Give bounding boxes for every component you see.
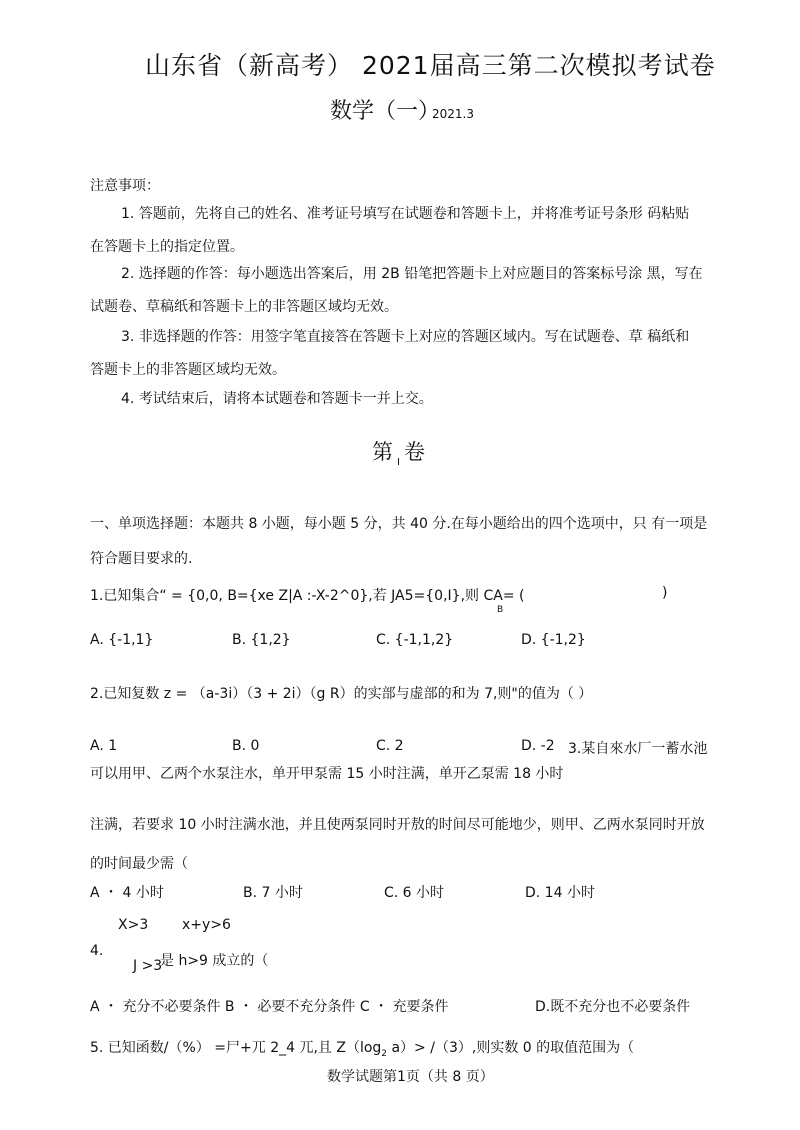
q3-line: 可以用甲、乙两个水泵注水，单开甲泵需 15 小时注满，单开乙泵需 18 小时 (90, 766, 564, 782)
q3-option-c: C. 6 小时 (384, 885, 445, 901)
q4-options-abc: A ・ 充分不必要条件 B ・ 必要不充分条件 C ・ 充要条件 (90, 999, 449, 1015)
q1-close-paren: ) (662, 585, 668, 601)
q3-stem: 3.某自來水厂一蓄水池 (568, 741, 708, 757)
notice-line: 试题卷、草稿纸和答题卡上的非答题区域均无效。 (90, 299, 398, 315)
q2-option-c: C. 2 (376, 738, 404, 754)
notice-line: 3. 非选择题的作答：用签字笔直接答在答题卡上对应的答题区域内。写在试题卷、草 稿纸和 (121, 329, 690, 345)
notice-line: 答题卡上的非答题区域均无效。 (90, 362, 286, 378)
q3-line: 注满，若要求 10 小时注满水池，并且使两泵同时开敖的时间尽可能地少，则甲、乙两水泵同时开放 (90, 817, 705, 833)
subject-title: 数学（一） (330, 99, 441, 124)
q5-stem: 5. 已知函数/（%） =尸+兀 2_4 兀,且 $Z(\log_2$ a）> /（3）,则实数 0 的取值范围为（ (90, 1040, 635, 1059)
q1-option-b: B. {1,2} (232, 632, 291, 648)
notice-line: 2. 选择题的作答：每小题选出答案后，用 2B 铅笔把答题卡上对应题目的答案标号涂 黑，写在 (121, 266, 703, 282)
q4-option-d: D.既不充分也不必要条件 (535, 999, 691, 1015)
q2-option-d: D. -2 (521, 738, 555, 754)
q3-option-b: B. 7 小时 (243, 885, 303, 901)
q4-condition: J >3 (133, 958, 163, 974)
notice-heading: 注意事项： (90, 178, 160, 194)
notice-line: 1. 答题前，先将自己的姓名、准考证号填写在试题卷和答题卡上，并将准考证号条形 码粘贴 (121, 206, 690, 222)
part-intro-line: 一、单项选择题：本题共 8 小题，每小题 5 分，共 40 分.在每小题给出的四个选项中，只 有一项是 (90, 516, 708, 532)
q2-stem: 2.已知复数 z = （a-3i）（3 + 2i）（g R）的实部与虚部的和为 7,则"的值为（ ） (90, 686, 593, 702)
q1-option-c: C. {-1,1,2} (376, 632, 454, 648)
q4-condition: x+y>6 (182, 917, 231, 933)
q2-option-a: A. 1 (90, 738, 118, 754)
exam-title: 山东省（新高考） 2021届高三第二次模拟考试卷 (145, 51, 716, 80)
q3-option-a: A ・ 4 小时 (90, 885, 164, 901)
notice-line: 4. 考试结束后，请将本试题卷和答题卡一并上交。 (121, 391, 433, 407)
q4-condition: X>3 (118, 917, 149, 933)
exam-date: 2021.3 (432, 107, 474, 121)
page-footer: 数学试题第1页（共 8 页） (327, 1069, 494, 1085)
q2-option-b: B. 0 (232, 738, 260, 754)
part-intro-line: 符合题目要求的. (90, 551, 193, 567)
q1-subscript: B (497, 605, 504, 615)
q1-option-a: A. {-1,1} (90, 632, 154, 648)
q4-number: 4. (90, 943, 104, 959)
q3-line: 的时间最少需（ (90, 856, 188, 872)
q1-stem: 1.已知集合“ = {0,0, B={xe Z|A :-X-2^0},若 JA5={0,I},则 CA= ( (90, 588, 525, 604)
q1-option-d: D. {-1,2} (521, 632, 586, 648)
section-title: 第 $_I$ 卷 (372, 440, 425, 468)
q3-option-d: D. 14 小时 (525, 885, 595, 901)
q4-stem: 是 h>9 成立的（ (160, 953, 269, 969)
notice-line: 在答题卡上的指定位置。 (90, 239, 244, 255)
